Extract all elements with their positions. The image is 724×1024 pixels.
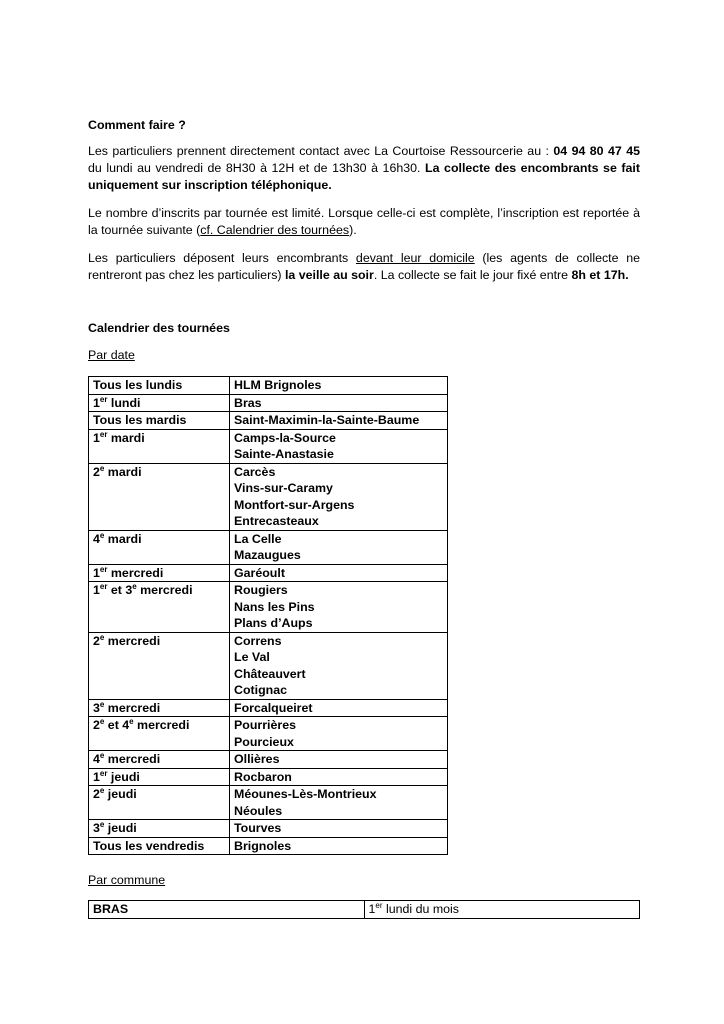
commune-cell: BRAS <box>89 901 365 919</box>
ordinal-suffix: er <box>99 564 108 574</box>
communes-cell <box>230 377 448 395</box>
commune-name: Bras <box>234 395 262 410</box>
deposit-paragraph <box>88 250 640 284</box>
commune-name: Carcès <box>234 464 276 479</box>
commune-name: Plans d’Aups <box>234 616 313 630</box>
table-row <box>89 751 448 769</box>
deposit-text-2: (les agents de collecte ne rentreront pas chez les particuliers) <box>88 251 640 282</box>
limit-paragraph <box>88 205 640 239</box>
commune-name: Tourves <box>234 821 282 835</box>
ordinal-suffix: er <box>99 768 108 778</box>
hours-text: du lundi au vendredi de 8H30 à 12H et de 13h30 à 16h30. <box>88 161 426 175</box>
collection-day-cell: 1er mercredi <box>89 564 230 582</box>
ordinal-suffix: e <box>129 716 134 726</box>
commune-name: Mazaugues <box>234 548 301 562</box>
commune-name: Montfort-sur-Argens <box>234 497 355 512</box>
collection-day-cell: 4e mercredi <box>89 751 230 769</box>
table-row <box>89 394 448 412</box>
ordinal-suffix: e <box>132 581 137 591</box>
collection-day-cell: 1er lundi du mois <box>364 901 639 919</box>
communes-cell <box>230 837 448 855</box>
table-row <box>89 820 448 838</box>
table-row <box>89 786 448 820</box>
phone-number: 04 94 80 47 45 <box>553 144 640 158</box>
collection-day-cell: 3e mercredi <box>89 699 230 717</box>
by-commune-table-body <box>89 901 640 919</box>
collection-day-cell: 1er lundi <box>89 394 230 412</box>
collection-day-cell: 2e et 4e mercredi <box>89 717 230 751</box>
table-row <box>89 530 448 564</box>
registration-note: La collecte des encombrants se fait uniquement sur inscription téléphonique. <box>88 161 640 192</box>
deposit-location: devant leur domicile <box>355 251 475 265</box>
communes-cell <box>230 564 448 582</box>
collection-day-cell: 2e jeudi <box>89 786 230 820</box>
communes-cell <box>230 394 448 412</box>
ordinal-suffix: er <box>99 429 108 439</box>
table-row <box>89 632 448 699</box>
commune-name: Pourrières <box>234 718 296 732</box>
by-commune-table <box>88 900 640 919</box>
commune-name: Ollières <box>234 752 280 766</box>
limit-text: Le nombre d’inscrits par tournée est limité. Lorsque celle-ci est complète, l’inscription est reportée à la tournée suivante ( <box>88 206 640 237</box>
collection-day-cell: 1er jeudi <box>89 768 230 786</box>
table-row <box>89 837 448 855</box>
commune-name: Le Val <box>234 650 270 664</box>
commune-name: Nans les Pins <box>234 599 315 614</box>
commune-name: Garéoult <box>234 565 285 580</box>
table-row <box>89 699 448 717</box>
contact-text: Les particuliers prennent directement contact avec La Courtoise Ressourcerie au : <box>88 144 554 158</box>
collection-day-cell: 4e mardi <box>89 530 230 564</box>
ordinal-suffix: e <box>99 716 105 726</box>
commune-name: Correns <box>234 633 282 648</box>
how-to-heading: Comment faire ? <box>88 118 186 132</box>
by-date-table <box>88 376 448 855</box>
collection-day-cell: Tous les vendredis <box>89 837 230 855</box>
ordinal-suffix: e <box>99 632 105 642</box>
communes-cell <box>230 751 448 769</box>
commune-name: Sainte-Anastasie <box>234 447 334 461</box>
communes-cell <box>230 429 448 463</box>
commune-name: Entrecasteaux <box>234 514 319 528</box>
by-date-table-body <box>89 377 448 855</box>
communes-cell <box>230 786 448 820</box>
commune-name: Cotignac <box>234 683 288 697</box>
commune-name: HLM Brignoles <box>234 378 322 392</box>
calendar-reference: cf. Calendrier des tournées <box>200 223 350 237</box>
deposit-text-3: . La collecte se fait le jour fixé entre <box>373 268 572 282</box>
communes-cell <box>230 632 448 699</box>
commune-name: Vins-sur-Caramy <box>234 481 333 495</box>
ordinal-suffix: er <box>375 900 383 910</box>
communes-cell <box>230 412 448 430</box>
ordinal-suffix: e <box>99 785 105 795</box>
ordinal-suffix: e <box>99 819 105 829</box>
ordinal-suffix: e <box>99 750 105 760</box>
commune-name: Forcalqueiret <box>234 700 313 715</box>
communes-cell <box>230 582 448 633</box>
communes-cell <box>230 463 448 530</box>
limit-text-end: ). <box>349 223 357 237</box>
table-row <box>89 901 640 919</box>
ordinal-suffix: er <box>99 394 108 404</box>
ordinal-suffix: er <box>99 581 108 591</box>
commune-name: Rougiers <box>234 583 288 597</box>
ordinal-suffix: e <box>99 699 105 709</box>
table-row <box>89 564 448 582</box>
collection-day-cell: Tous les lundis <box>89 377 230 395</box>
communes-cell <box>230 699 448 717</box>
commune-name: Méounes-Lès-Montrieux <box>234 787 377 801</box>
communes-cell <box>230 820 448 838</box>
by-commune-label: Par commune <box>88 873 166 887</box>
calendar-heading: Calendrier des tournées <box>88 321 230 335</box>
table-row <box>89 463 448 530</box>
commune-name: Brignoles <box>234 838 292 853</box>
commune-name: Néoules <box>234 803 283 818</box>
collection-day-cell: 3e jeudi <box>89 820 230 838</box>
ordinal-suffix: e <box>99 530 105 540</box>
collection-day-cell: 1er et 3e mercredi <box>89 582 230 633</box>
deposit-text: Les particuliers déposent leurs encombrants <box>88 251 356 265</box>
communes-cell <box>230 530 448 564</box>
collection-hours: 8h et 17h. <box>571 268 629 282</box>
ordinal-suffix: e <box>99 463 105 473</box>
commune-name: Châteauvert <box>234 666 306 681</box>
commune-name: La Celle <box>234 531 282 546</box>
deposit-time: la veille au soir <box>284 268 374 282</box>
table-row <box>89 377 448 395</box>
table-row <box>89 717 448 751</box>
collection-day-cell: Tous les mardis <box>89 412 230 430</box>
commune-name: Rocbaron <box>234 769 292 784</box>
communes-cell <box>230 717 448 751</box>
commune-name: Camps-la-Source <box>234 430 336 445</box>
by-date-label: Par date <box>88 348 135 362</box>
table-row <box>89 582 448 633</box>
collection-day-cell: 2e mardi <box>89 463 230 530</box>
table-row <box>89 429 448 463</box>
commune-name: Pourcieux <box>234 734 294 749</box>
collection-day-cell: 2e mercredi <box>89 632 230 699</box>
table-row <box>89 412 448 430</box>
table-row <box>89 768 448 786</box>
commune-name: Saint-Maximin-la-Sainte-Baume <box>234 413 420 427</box>
communes-cell <box>230 768 448 786</box>
contact-paragraph <box>88 143 640 194</box>
collection-day-cell: 1er mardi <box>89 429 230 463</box>
